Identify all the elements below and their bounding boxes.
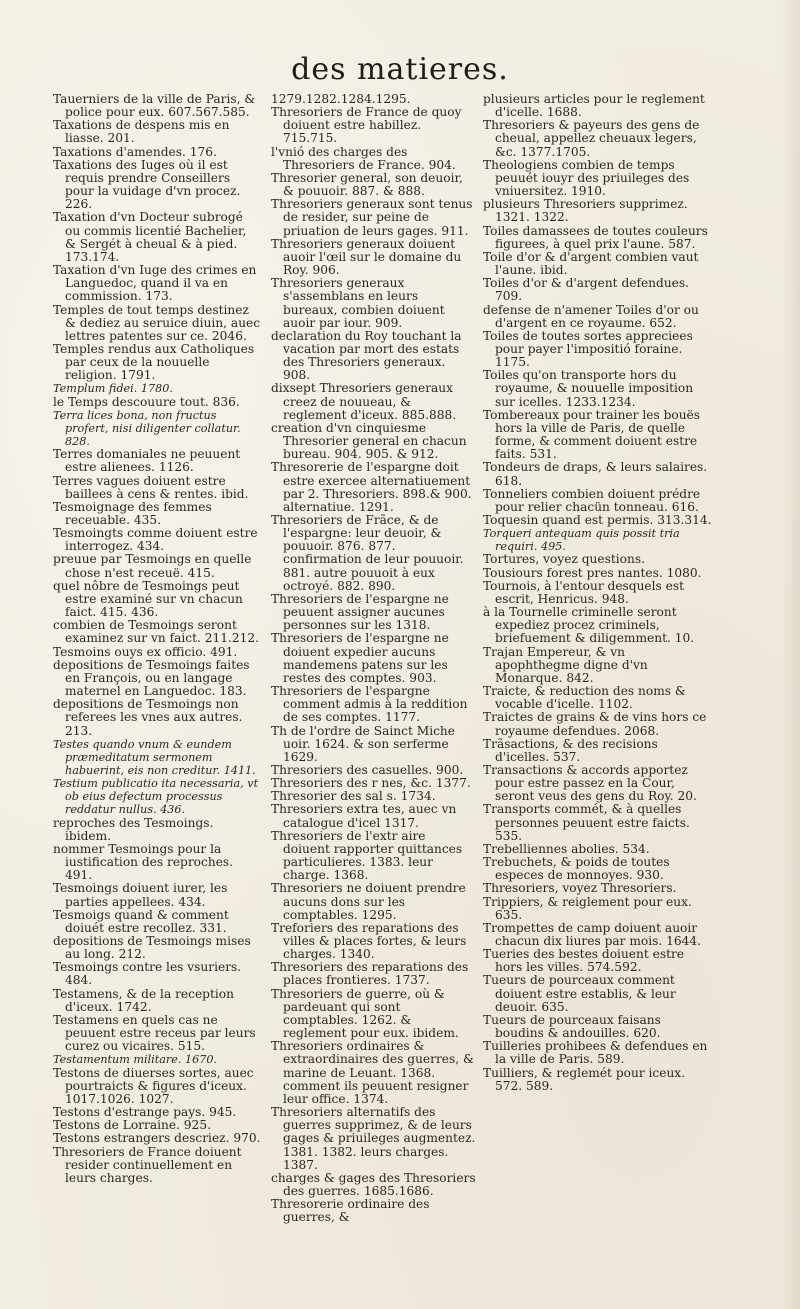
index-entry: l'vnió des charges des Thresoriers de France. 904. <box>271 144 456 172</box>
index-entry: Taxations des Iuges où il est requis prendre Conseillers pour la vuidage d'vn procez. 226. <box>53 157 241 212</box>
index-entry: Testes quando vnum & eundem præmeditatum sermonem habuerint, eis non creditur. 1411. <box>53 737 256 777</box>
index-entry: Theologiens combien de temps peuuét iouyr des priuileges des vniuersitez. 1910. <box>483 157 690 199</box>
index-entry: Terres domaniales ne peuuent estre alienees. 1126. <box>53 447 241 475</box>
index-entry: dixsept Thresoriers generaux creez de nouueau, & reglement d'iceux. 885.888. <box>271 381 457 422</box>
index-entry: Temples rendus aux Catholiques par ceux de la nouuelle religion. 1791. <box>53 341 255 383</box>
index-entry: plusieurs Thresoriers supprimez. 1321. 1322. <box>483 197 688 225</box>
index-entry: Thresorier general, son deuoir, & pouuoir. 887. & 888. <box>271 170 463 199</box>
index-entry: Tondeurs de draps, & leurs salaires. 618. <box>483 460 708 488</box>
index-entry: Thresoriers de guerre, où & pardeuant qui sont comptables. 1262. & reglement pour eux. ibidem. <box>271 986 459 1041</box>
index-entry: Trebuchets, & poids de toutes especes de monnoyes. 930. <box>483 855 670 883</box>
index-entry: Testamens en quels cas ne peuuent estre receus par leurs curez ou vicaires. 515. <box>53 1012 256 1054</box>
index-entry: declaration du Roy touchant la vacation par mort des estats des Thresoriers generaux. 908. <box>271 328 462 383</box>
index-entry: Thresoriers de l'espargne ne peuuent assigner aucunes personnes sur les 1318. <box>271 591 449 633</box>
index-entry: Thresoriers de l'espargne ne doiuent expedier aucuns mandemens patens sur les restes des comptes. 903. <box>271 631 449 685</box>
index-entry: Testons de Lorraine. 925. <box>53 1118 211 1133</box>
index-entry: Testium publicatio ita necessaria, vt ob eius defectum processus reddatur nullus. 436. <box>53 777 259 817</box>
index-entry: Toiles d'or & d'argent defendues. 709. <box>483 276 690 304</box>
index-entry: depositions de Tesmoings non referees les vnes aux autres. 213. <box>53 697 243 738</box>
index-entry: Tortures, voyez questions. <box>483 552 645 567</box>
index-entry: Torqueri antequam quis possit tria requiri. 495. <box>483 527 680 554</box>
index-entry: Terra lices bona, non fructus profert, nisi diligenter collatur. 828. <box>53 408 241 449</box>
index-column-right <box>483 93 713 1093</box>
index-entry: Taxations d'amendes. 176. <box>53 144 217 159</box>
index-entry: quel nôbre de Tesmoings peut estre examiné sur vn chacun faict. 415. 436. <box>53 578 243 620</box>
index-entry: Tuilliers, & reglemét pour iceux. 572. 589. <box>483 1065 686 1093</box>
index-entry: Toiles de toutes sortes appreciees pour payer l'impositió foraine. 1175. <box>483 328 693 370</box>
index-entry: Tueries des bestes doiuent estre hors les villes. 574.592. <box>483 947 685 975</box>
index-entry: Thresoriers des r nes, &c. 1377. <box>271 776 471 791</box>
index-entry: Tesmoings doiuent iurer, les parties appellees. 434. <box>53 881 228 909</box>
index-entry: Thresoriers des reparations des places frontieres. 1737. <box>271 960 469 988</box>
index-entry: Toiles qu'on transporte hors du royaume, & nouuelle imposition sur icelles. 1233.1234. <box>483 368 694 409</box>
index-entry: nommer Tesmoings pour la iustification des reproches. 491. <box>53 841 234 883</box>
index-entry: combien de Tesmoings seront examinez sur vn faict. 211.212. <box>53 618 259 646</box>
index-entry: Trãsactions, & des recisions d'icelles. 537. <box>483 736 658 764</box>
index-entry: Trajan Empereur, & vn apophthegme digne d'vn Monarque. 842. <box>483 644 648 685</box>
index-entry: depositions de Tesmoings faites en François, ou en langage maternel en Languedoc. 183. <box>53 657 250 699</box>
index-entry: Thresoriers generaux s'assemblans en leurs bureaux, combien doiuent auoir par iour. 909. <box>271 276 445 330</box>
index-entry: le Temps descouure tout. 836. <box>53 394 240 409</box>
index-entry: à la Tournelle criminelle seront expediez procez criminels, briefuement & diligemment. 10. <box>483 605 695 646</box>
index-entry: Trebelliennes abolies. 534. <box>483 841 650 856</box>
index-entry: Traictes de grains & de vins hors ce royaume defendues. 2068. <box>483 710 707 738</box>
index-entry: Tueurs de pourceaux comment doiuent estre establis, & leur deuoir. 635. <box>483 973 676 1014</box>
index-entry: 1279.1282.1284.1295. <box>271 92 411 106</box>
index-entry: depositions de Tesmoings mises au long. 212. <box>53 934 251 962</box>
index-entry: Thresoriers de l'espargne comment admis à la reddition de ses comptes. 1177. <box>271 684 468 725</box>
index-entry: Thresoriers des casuelles. 900. <box>271 762 464 777</box>
index-entry: Trompettes de camp doiuent auoir chacun dix liures par mois. 1644. <box>483 920 702 948</box>
index-entry: Testamens, & de la reception d'iceux. 1742. <box>53 986 234 1014</box>
index-entry: creation d'vn cinquiesme Thresorier general en chacun bureau. 904. 905. & 912. <box>271 420 467 462</box>
index-entry: Thresoriers ordinaires & extraordinaires des guerres, & marine de Leuant. 1368. comment ils peuuent resigner leur office. 1374. <box>271 1039 474 1106</box>
index-entry: Tombereaux pour trainer les bouës hors la ville de Paris, de quelle forme, & comment doiuent estre faits. 531. <box>483 407 701 462</box>
index-entry: Testamentum militare. 1670. <box>53 1053 218 1067</box>
page-edge-shadow <box>782 0 800 1309</box>
index-entry: Taxation d'vn Docteur subrogé ou commis licentié Bachelier, & Sergét à cheual & à pied. 173.174. <box>53 210 247 264</box>
index-entry: Transactions & accords apportez pour estre passez en la Cour, seront veus des gens du Roy. 20. <box>483 762 697 804</box>
index-entry: Thresoriers, voyez Thresoriers. <box>483 881 677 896</box>
index-column-left <box>53 93 261 1185</box>
index-entry: Thresoriers extra tes, auec vn catalogue d'icel 1317. <box>271 802 457 830</box>
index-entry: Taxation d'vn Iuge des crimes en Languedoc, quand il va en commission. 173. <box>53 263 257 304</box>
index-entry: Tueurs de pourceaux faisans boudins & andouilles. 620. <box>483 1012 661 1041</box>
index-entry: Testons estrangers descriez. 970. <box>53 1131 261 1146</box>
index-entry: Tesmoignage des femmes receuable. 435. <box>53 499 212 527</box>
index-entry: Traicte, & reduction des noms & vocable d'icelle. 1102. <box>483 684 686 712</box>
page-header: des matieres. <box>291 52 509 87</box>
index-entry: Thresorerie de l'espargne doit estre exercee alternatiuement par 2. Thresoriers. 898.& 900. alternatiue. 1291. <box>271 460 472 514</box>
index-entry: Thresoriers alternatifs des guerres supprimez, & de leurs gages & priuileges augmentez. 1381. 1382. leurs charges. 1387. <box>271 1105 476 1172</box>
index-entry: Transports commét, & à quelles personnes peuuent estre faicts. 535. <box>483 802 690 843</box>
index-entry: Thresoriers ne doiuent prendre aucuns dons sur les comptables. 1295. <box>271 881 466 922</box>
index-entry: reproches des Tesmoings. ibidem. <box>53 815 214 843</box>
index-entry: Toile d'or & d'argent combien vaut l'aune. ibid. <box>483 249 699 278</box>
index-entry: Treforiers des reparations des villes & places fortes, & leurs charges. 1340. <box>271 920 467 962</box>
index-entry: Thresoriers de France doiuent resider continuellement en leurs charges. <box>53 1144 242 1185</box>
index-entry: Tesmoingts comme doiuent estre interrogez. 434. <box>53 526 258 554</box>
index-entry: plusieurs articles pour le reglement d'icelle. 1688. <box>483 92 705 120</box>
index-entry: Trippiers, & reiglement pour eux. 635. <box>483 894 692 922</box>
index-entry: Toiles damassees de toutes couleurs figurees, à quel prix l'aune. 587. <box>483 223 708 251</box>
index-entry: Tousiours forest pres nantes. 1080. <box>483 565 702 580</box>
index-entry: Thresoriers de Frãce, & de l'espargne: leur deuoir, & pouuoir. 876. 877. confirmation de leur pouuoir. 881. autre pouuoit à eux octroyé. 882. 890. <box>271 513 464 593</box>
index-entry: Thresorerie ordinaire des guerres, & <box>271 1197 430 1225</box>
index-entry: Tonneliers combien doiuent prédre pour relier chacün tonneau. 616. <box>483 486 701 514</box>
index-column-middle <box>271 93 476 1224</box>
index-entry: Tesmoigs quand & comment doiuét estre recollez. 331. <box>53 907 229 935</box>
index-entry: Thresoriers generaux doiuent auoir l'œil sur le domaine du Roy. 906. <box>271 236 462 278</box>
index-entry: Thresorier des sal s. 1734. <box>271 789 436 804</box>
index-entry: Tesmoins ouys ex officio. 491. <box>53 644 238 659</box>
index-entry: preuue par Tesmoings en quelle chose n'est receuë. 415. <box>53 552 252 580</box>
index-entry: Taxations de despens mis en liasse. 201. <box>53 118 230 146</box>
index-entry: Thresoriers generaux sont tenus de resider, sur peine de priuation de leurs gages. 911. <box>271 197 473 238</box>
index-entry: Testons d'estrange pays. 945. <box>53 1105 237 1120</box>
index-entry: Tauerniers de la ville de Paris, & police pour eux. 607.567.585. <box>53 92 256 120</box>
index-entry: Tournois, à l'entour desquels est escrit, Henricus. 948. <box>483 578 685 606</box>
index-entry: Templum fidei. 1780. <box>53 382 173 396</box>
index-entry: charges & gages des Thresoriers des guerres. 1685.1686. <box>271 1170 476 1198</box>
index-entry: Testons de diuerses sortes, auec pourtraicts & figures d'iceux. 1017.1026. 1027. <box>53 1065 254 1106</box>
index-entry: Toquesin quand est permis. 313.314. <box>483 513 712 527</box>
index-entry: defense de n'amener Toiles d'or ou d'argent en ce royaume. 652. <box>483 302 699 330</box>
index-entry: Thresoriers & payeurs des gens de cheual, appellez cheuaux legers, &c. 1377.1705. <box>483 118 700 159</box>
index-entry: Thresoriers de l'extr aire doiuent rapporter quittances particulieres. 1383. leur charge. 1368. <box>271 828 463 883</box>
index-entry: Terres vagues doiuent estre baillees à cens & rentes. ibid. <box>53 473 249 501</box>
index-entry: Thresoriers de France de quoy doiuent estre habillez. 715.715. <box>271 105 462 146</box>
index-entry: Temples de tout temps destinez & dediez au seruice diuin, auec lettres patentes sur ce. 2046. <box>53 302 261 343</box>
index-entry: Th de l'ordre de Sainct Miche uoir. 1624. & son serferme 1629. <box>271 723 455 764</box>
index-entry: Tesmoings contre les vsuriers. 484. <box>53 960 242 988</box>
index-entry: Tuilleries prohibees & defendues en la ville de Paris. 589. <box>483 1039 708 1067</box>
